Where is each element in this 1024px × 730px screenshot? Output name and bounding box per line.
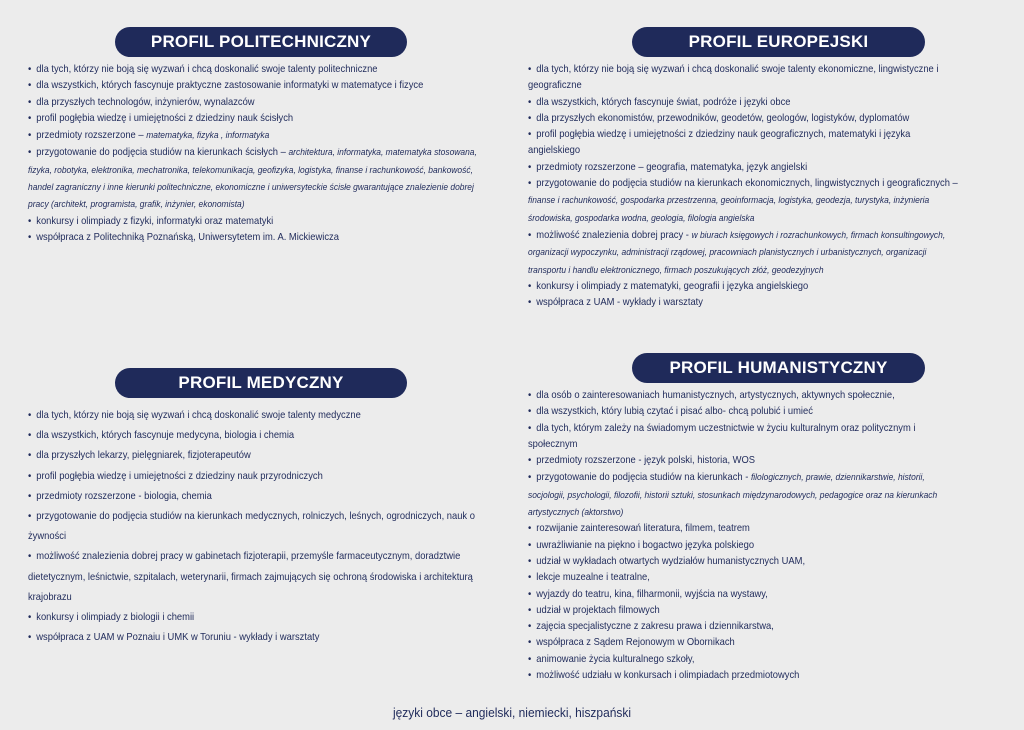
item-text: dla tych, którym zależy na świadomym uczestnictwie w życiu kulturalnym oraz politycznym i społecznym (528, 422, 916, 450)
bullet-icon: • (28, 490, 32, 502)
item-text: udział w wykładach otwartych wydziałów humanistycznych UAM, (536, 555, 806, 567)
list-item (528, 619, 960, 635)
list-item (528, 587, 960, 603)
list-item (28, 467, 479, 487)
list-item (528, 570, 960, 586)
bullet-icon: • (528, 280, 532, 292)
item-text: konkursy i olimpiady z fizyki, informatyki oraz matematyki (36, 215, 274, 227)
item-detail: w biurach księgowych i rozrachunkowych, firmach konsultingowych, organizacji wypoczynku, administracji rządowej, pracowniach planistycznych i urbanistycznych, organizacji transportu i handlu elektronicznego, firmach poszukujących złóż, geodezyjnych (528, 229, 946, 275)
item-text: udział w projektach filmowych (536, 604, 660, 616)
list-item (528, 469, 960, 521)
item-text: dla przyszłych lekarzy, pielęgniarek, fizjoterapeutów (36, 450, 251, 462)
title-politechniczny: PROFIL POLITECHNICZNY (115, 27, 407, 57)
bullet-icon: • (528, 229, 532, 241)
item-text: lekcje muzealne i teatralne, (536, 572, 650, 584)
bullet-icon: • (28, 612, 32, 624)
list-item (528, 62, 960, 95)
item-text: wyjazdy do teatru, kina, filharmonii, wyjścia na wystawy, (536, 588, 768, 600)
list-item (28, 426, 479, 446)
bullet-icon: • (528, 555, 532, 567)
title-medyczny: PROFIL MEDYCZNY (115, 368, 407, 398)
bullet-icon: • (528, 472, 532, 484)
bullet-icon: • (28, 215, 32, 227)
item-text: możliwość udziału w konkursach i olimpiadach przedmiotowych (536, 670, 800, 682)
list-europejski (528, 62, 998, 311)
bullet-icon: • (528, 455, 532, 467)
bullet-icon: • (28, 430, 32, 442)
item-text: przedmioty rozszerzone – geografia, matematyka, język angielski (536, 161, 808, 173)
bullet-icon: • (528, 96, 532, 108)
item-text: możliwość znalezienia dobrej pracy w gabinetach fizjoterapii, przemyśle farmaceutycznym, doradztwie dietetycznym, leśnictwie, szpitalach, weterynarii, firmach zajmujących się ochroną środowiska i architekturą krajobrazu (28, 551, 473, 603)
item-text: współpraca z Sądem Rejonowym w Obornikach (536, 637, 735, 649)
item-text: dla tych, którzy nie boją się wyzwań i chcą doskonalić swoje talenty medyczne (36, 410, 361, 421)
item-detail: filologicznych, prawie, dziennikarstwie, historii, socjologii, psychologii, filozofii, historii sztuki, stosunkach międzynarodowych, pedagogice oraz na kierunkach artystycznych (aktorstwo) (528, 472, 938, 518)
item-text: przedmioty rozszerzone - biologia, chemia (36, 490, 212, 502)
bullet-icon: • (528, 64, 532, 75)
list-item (528, 295, 960, 311)
bullet-icon: • (28, 410, 32, 421)
item-text: współpraca z UAM w Poznaiu i UMK w Toruniu - wykłady i warsztaty (36, 632, 320, 644)
list-item (528, 227, 960, 279)
bullet-icon: • (528, 390, 532, 401)
item-text: konkursy i olimpiady z biologii i chemii (36, 612, 195, 624)
bullet-icon: • (528, 422, 532, 434)
list-item (28, 214, 479, 230)
list-item (528, 668, 960, 684)
bullet-icon: • (28, 470, 32, 482)
bullet-icon: • (528, 112, 532, 124)
item-text: możliwość znalezienia dobrej pracy - (536, 229, 692, 241)
list-politechniczny (28, 62, 518, 246)
bullet-icon: • (528, 539, 532, 551)
item-text: profil pogłębia wiedzę i umiejętności z dziedziny nauk ścisłych (36, 112, 294, 124)
bullet-icon: • (528, 572, 532, 584)
bullet-icon: • (528, 523, 532, 535)
bullet-icon: • (528, 621, 532, 633)
list-humanistyczny (528, 388, 998, 684)
bullet-icon: • (528, 653, 532, 665)
item-text: przygotowanie do podjęcia studiów na kierunkach ścisłych – (36, 147, 289, 159)
item-text: przygotowanie do podjęcia studiów na kierunkach - (536, 472, 751, 484)
list-item (528, 453, 960, 469)
list-item (528, 521, 960, 537)
item-text: konkursy i olimpiady z matematyki, geografii i języka angielskiego (536, 280, 809, 292)
bullet-icon: • (28, 130, 32, 142)
bullet-icon: • (528, 129, 532, 141)
item-text: współpraca z Politechniką Poznańską, Uniwersytetem im. A. Mickiewicza (36, 231, 339, 243)
item-text: dla wszystkich, których fascynuje świat, podróże i języki obce (536, 96, 791, 108)
bullet-icon: • (28, 450, 32, 462)
list-item (528, 160, 960, 176)
list-item (28, 111, 479, 127)
title-humanistyczny: PROFIL HUMANISTYCZNY (632, 353, 925, 383)
list-item (528, 652, 960, 668)
item-text: dla wszystkich, których fascynuje medycyna, biologia i chemia (36, 430, 295, 442)
list-item (528, 388, 960, 404)
bullet-icon: • (528, 637, 532, 649)
bullet-icon: • (528, 178, 532, 190)
item-text: uwrażliwianie na piękno i bogactwo języka polskiego (536, 539, 755, 551)
list-item (528, 421, 960, 454)
item-text: profil pogłębia wiedzę i umiejętności z dziedziny nauk przyrodniczych (36, 470, 323, 482)
item-text: dla tych, którzy nie boją się wyzwań i chcą doskonalić swoje talenty politechniczne (36, 64, 378, 75)
list-item (28, 144, 479, 213)
list-item (528, 538, 960, 554)
item-text: dla wszystkich, który lubią czytać i pisać albo- chcą polubić i umieć (536, 406, 813, 418)
list-item (28, 628, 479, 648)
item-text: dla osób o zainteresowaniach humanistycznych, artystycznych, aktywnych społecznie, (536, 390, 895, 401)
bullet-icon: • (28, 80, 32, 92)
bullet-icon: • (28, 632, 32, 644)
list-item (28, 95, 479, 111)
list-item (28, 127, 479, 144)
item-detail: finanse i rachunkowość, gospodarka przestrzenna, geoinformacja, logistyka, geodezja, turystyka, inżynieria środowiska, gospodarka wodna, geologia, filologia angielska (528, 195, 930, 223)
title-europejski: PROFIL EUROPEJSKI (632, 27, 925, 57)
item-text: przygotowanie do podjęcia studiów na kierunkach medycznych, rolniczych, leśnych, ogrodniczych, nauk o żywności (28, 511, 475, 543)
list-item (528, 111, 960, 127)
list-item (528, 404, 960, 420)
bullet-icon: • (28, 64, 32, 75)
item-text: zajęcia specjalistyczne z zakresu prawa i dziennikarstwa, (536, 621, 774, 633)
bullet-icon: • (528, 406, 532, 418)
list-item (28, 406, 479, 426)
bullet-icon: • (528, 588, 532, 600)
item-text: animowanie życia kulturalnego szkoły, (536, 653, 695, 665)
list-item (528, 635, 960, 651)
item-text: współpraca z UAM - wykłady i warsztaty (536, 297, 703, 309)
item-text: rozwijanie zainteresowań literatura, filmem, teatrem (536, 523, 750, 535)
list-item (28, 446, 479, 466)
list-item (528, 95, 960, 111)
list-item (28, 62, 479, 78)
bullet-icon: • (28, 147, 32, 159)
bullet-icon: • (28, 96, 32, 108)
bullet-icon: • (28, 551, 32, 563)
list-item (528, 603, 960, 619)
bullet-icon: • (528, 670, 532, 682)
item-text: dla przyszłych technologów, inżynierów, wynalazców (36, 96, 255, 108)
item-text: dla wszystkich, których fascynuje praktyczne zastosowanie informatyki w matematyce i fizyce (36, 80, 424, 92)
bullet-icon: • (528, 297, 532, 309)
bullet-icon: • (528, 161, 532, 173)
list-item (28, 507, 479, 547)
list-item (528, 127, 960, 160)
bullet-icon: • (28, 112, 32, 124)
list-item (528, 279, 960, 295)
list-item (528, 554, 960, 570)
bullet-icon: • (28, 231, 32, 243)
list-item (528, 176, 960, 227)
footer-languages: języki obce – angielski, niemiecki, hiszpański (393, 705, 631, 720)
item-text: przygotowanie do podjęcia studiów na kierunkach ekonomicznych, lingwistycznych i geograficznych – (536, 178, 958, 190)
list-item (28, 487, 479, 507)
item-text: profil pogłębia wiedzę i umiejętności z dziedziny nauk geograficznych, matematyki i języka angielskiego (528, 129, 911, 157)
list-item (28, 608, 479, 628)
item-text: przedmioty rozszerzone - język polski, historia, WOS (536, 455, 756, 467)
item-text: przedmioty rozszerzone – (36, 130, 147, 142)
bullet-icon: • (28, 511, 32, 523)
list-item (28, 78, 479, 94)
item-detail: architektura, informatyka, matematyka stosowana, fizyka, robotyka, elektronika, mechatronika, telekomunikacja, geofizyka, logistyka, finanse i rachunkowość, bankowość, handel zagraniczny i inne kierunki politechniczne, ekonomiczne i uniwersyteckie ścisłe gwarantujące znalezienie dobrej pracy (architekt, programista, grafik, inżynier, ekonomista) (28, 147, 477, 210)
item-text: dla przyszłych ekonomistów, przewodników, geodetów, geologów, logistyków, dyplomatów (536, 112, 910, 124)
item-text: dla tych, którzy nie boją się wyzwań i chcą doskonalić swoje talenty ekonomiczne, lingwistyczne i geograficzne (528, 64, 939, 92)
item-detail: matematyka, fizyka , informatyka (146, 130, 270, 141)
list-medyczny (28, 406, 518, 648)
bullet-icon: • (528, 604, 532, 616)
list-item (28, 547, 479, 608)
list-item (28, 230, 479, 246)
